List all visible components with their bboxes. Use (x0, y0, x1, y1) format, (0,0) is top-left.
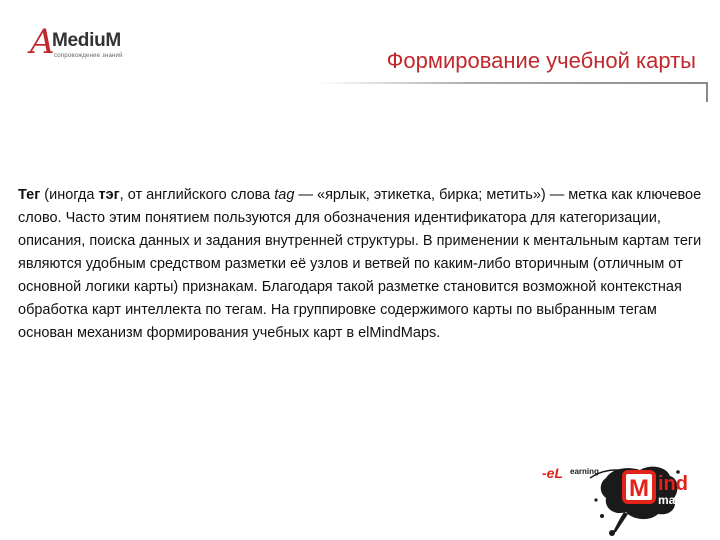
medium-logo (30, 22, 150, 66)
logo-letter: A (30, 22, 55, 62)
term-teg-alt: тэг (98, 187, 120, 203)
text-segment-2: , от английского слова (119, 187, 275, 203)
text-segment-1: (иногда (40, 187, 99, 203)
term-teg: Тег (18, 187, 41, 203)
ink-dot-icon (609, 530, 615, 536)
elmindmaps-logo-graphic (532, 456, 712, 536)
text-segment-3: — «ярлык, этикетка, бирка; метить») — метка как ключевое слово. Часто этим понятием пользуются для обозначения идентификатора для категоризации, описания, поиска данных и задания внутренней структуры. В применении к ментальным картам теги являются удобным средством разметки её узлов и ветвей по каким-либо вторичным (отличным от основной логики карты) признакам. Благодаря такой разметке становится возможной контекстная обработка карт интеллекта по тегам. На группировке содержимого карты по выбранным тегам основан механизм формирования учебных карт в elMindMaps. (18, 187, 702, 341)
title-underline (318, 82, 708, 84)
el-suffix: earning (570, 467, 599, 476)
english-word: tag (274, 187, 295, 203)
m-letter: M (629, 475, 649, 502)
el-prefix: -eL (542, 465, 563, 481)
map-text: map... (658, 493, 693, 507)
elmindmaps-logo (532, 456, 712, 536)
ind-text: ind (658, 473, 688, 495)
title-underline-end (706, 82, 708, 102)
ink-dot-icon (600, 514, 604, 518)
ink-dot-icon (594, 498, 597, 501)
ink-drip-icon (612, 512, 628, 534)
logo-name: MediuM (52, 30, 121, 51)
logo-tagline: сопровождение знаний (54, 53, 123, 59)
slide-title: Формирование учебной карты (386, 48, 696, 73)
definition-text (18, 184, 704, 345)
main-paragraph (18, 184, 704, 345)
